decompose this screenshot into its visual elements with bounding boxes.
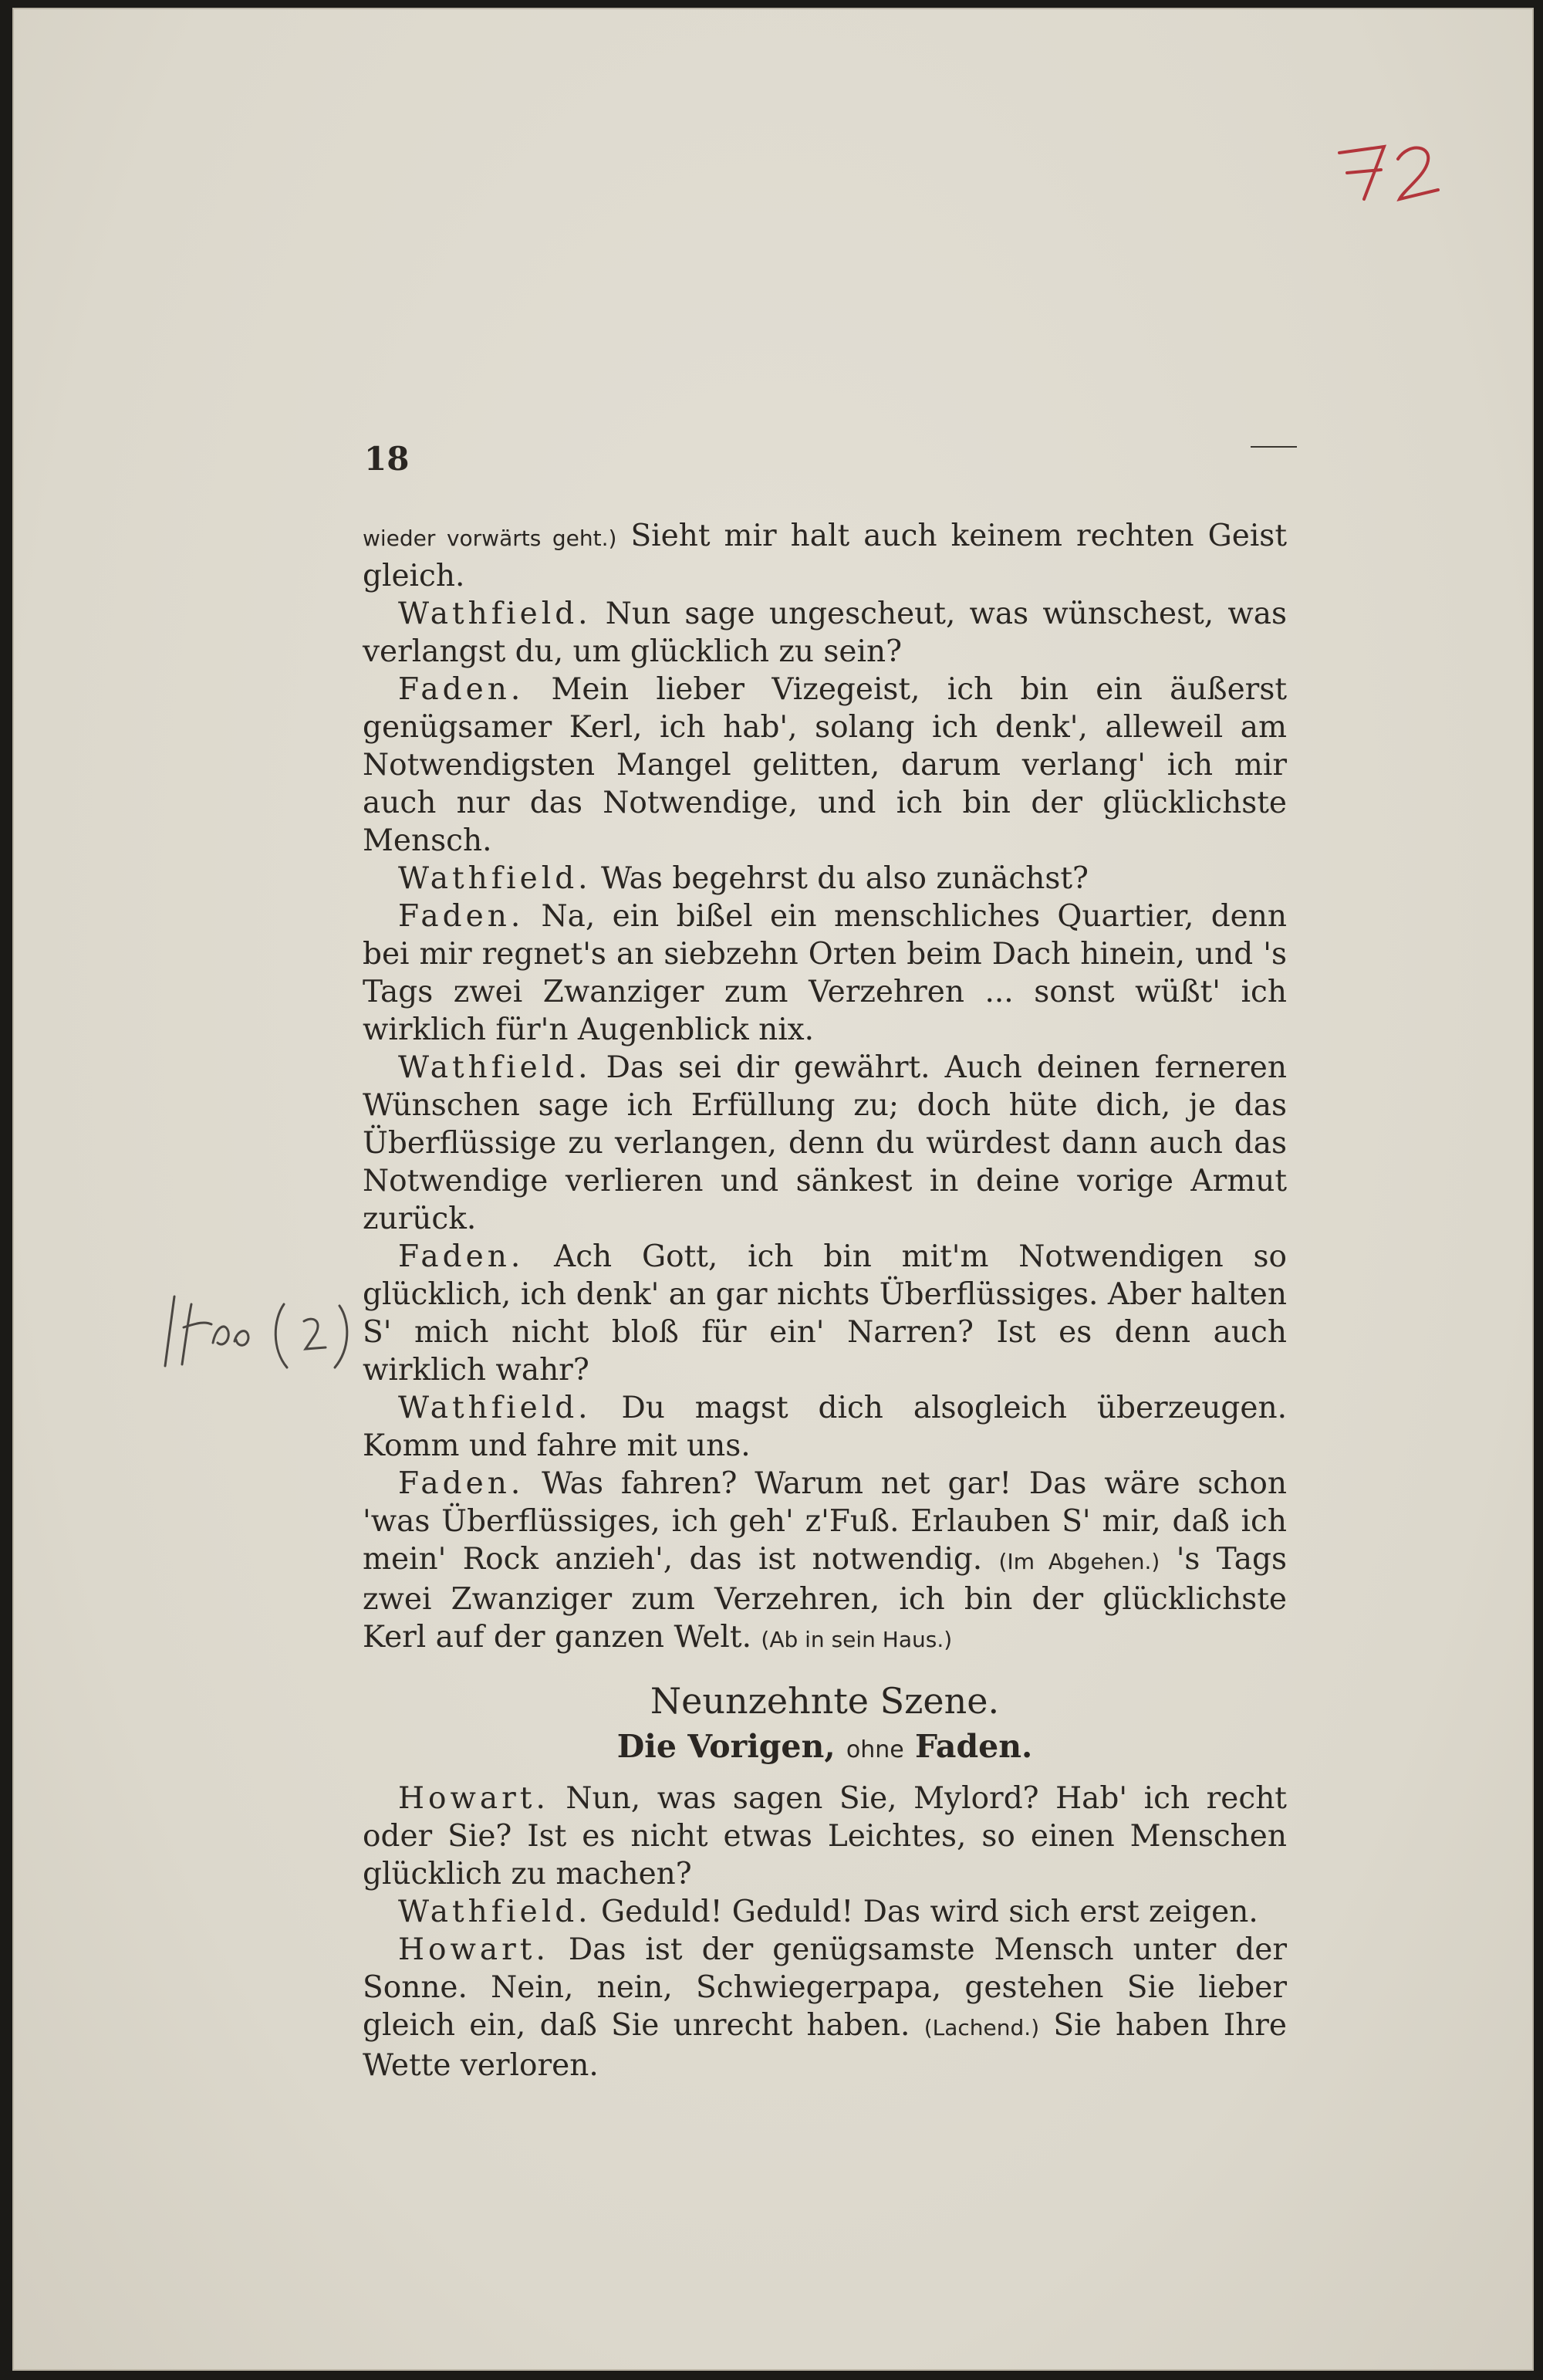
paragraph-12: [363, 1931, 1287, 2084]
cast-ohne: ohne: [846, 1736, 904, 1763]
paragraph-6: [363, 1049, 1287, 1238]
margin-note-handwritten: [151, 1273, 383, 1428]
paragraph-text: Was begehrst du also zunächst?: [600, 861, 1089, 896]
paragraph-text: Geduld! Geduld! Das wird sich erst zeigen.: [600, 1895, 1258, 1929]
paragraph-4: [363, 860, 1287, 898]
speaker-name: Wathfield.: [398, 597, 592, 631]
speaker-name: Faden.: [398, 1239, 525, 1274]
folio-number-handwritten: [1324, 123, 1455, 208]
paragraph-text: Nun sage ungescheut, was wünschest, was verlangst du, um glücklich zu sein?: [363, 597, 1287, 669]
speaker-name: Faden.: [398, 1466, 525, 1501]
paragraph-text: 's Tags zwei Zwanziger zum Verzehren, ich bin der glücklichste Kerl auf der ganzen Welt.: [363, 1542, 1287, 1655]
speaker-name: Faden.: [398, 672, 525, 707]
speaker-name: Howart.: [398, 1781, 549, 1816]
document-page: [12, 8, 1534, 2371]
paragraph-5: [363, 898, 1287, 1049]
paragraph-10: [363, 1780, 1287, 1893]
paragraph-text: Sieht mir halt auch keinem rechten Geist gleich.: [363, 519, 1287, 593]
speaker-name: Wathfield.: [398, 861, 592, 896]
speaker-name: Wathfield.: [398, 1391, 592, 1425]
paragraph-text: Das sei dir gewährt. Auch deinen ferneren Wünschen sage ich Erfüllung zu; doch hüte dich, je das Überflüssige zu verlangen, denn du würdest dann auch das Notwendige verlieren und sänkest in deine vorige Armut zurück.: [363, 1050, 1287, 1236]
paragraph-text: Sie haben Ihre Wette verloren.: [363, 2008, 1287, 2083]
speaker-name: Faden.: [398, 899, 525, 934]
scene-cast: [363, 1728, 1287, 1769]
paragraph-text: Was fahren? Warum net gar! Das wäre schon 'was Überflüssiges, ich geh' z'Fuß. Erlauben S' mir, daß ich mein' Rock anzieh', das ist notwendig.: [363, 1466, 1287, 1577]
paragraph-9: [363, 1465, 1287, 1658]
cast-present: Die Vorigen,: [616, 1728, 836, 1765]
speaker-name: Wathfield.: [398, 1050, 592, 1085]
speaker-name: Wathfield.: [398, 1895, 592, 1929]
paragraph-text: Ach Gott, ich bin mit'm Notwendigen so glücklich, ich denk' an gar nichts Überflüssiges. Aber halten S' mich nicht bloß für ein' Narren? Ist es denn auch wirklich wahr?: [363, 1239, 1288, 1388]
paragraph-text: Du magst dich alsogleich überzeugen. Komm und fahre mit uns.: [363, 1391, 1287, 1463]
paragraph-11: [363, 1893, 1287, 1931]
top-right-dash: [1251, 446, 1297, 448]
page-number: 18: [364, 440, 410, 478]
paragraph-1: [363, 517, 1287, 595]
paragraph-2: [363, 595, 1287, 671]
scene-heading: Neunzehnte Szene.: [650, 1680, 1000, 1722]
cast-absent: Faden.: [915, 1728, 1033, 1765]
paragraph-8: [363, 1389, 1287, 1465]
play-text: [363, 517, 1287, 2084]
paragraph-3: [363, 671, 1287, 860]
paragraph-7: [363, 1238, 1287, 1389]
paragraph-text: Nun, was sagen Sie, Mylord? Hab' ich recht oder Sie? Ist es nicht etwas Leichtes, so einen Menschen glücklich zu machen?: [363, 1781, 1287, 1891]
stage-direction: (Lachend.): [923, 2015, 1040, 2040]
speaker-name: Howart.: [398, 1932, 549, 1967]
paragraph-text: Mein lieber Vizegeist, ich bin ein äußerst genügsamer Kerl, ich hab', solang ich denk', alleweil am Notwendigsten Mangel gelitten, darum verlang' ich mir auch nur das Notwendige, und ich bin der glücklichste Mensch.: [363, 672, 1288, 858]
paragraph-text: Das ist der genügsamste Mensch unter der Sonne. Nein, nein, Schwiegerpapa, gestehen Sie lieber gleich ein, daß Sie unrecht haben.: [363, 1932, 1287, 2043]
paragraph-text: Na, ein bißel ein menschliches Quartier, denn bei mir regnet's an siebzehn Orten beim Dach hinein, und 's Tags zwei Zwanziger zum Verzehren ... sonst wüßt' ich wirklich für'n Augenblick nix.: [363, 899, 1287, 1047]
stage-direction: wieder vorwärts geht.): [363, 526, 617, 551]
stage-direction: (Ab in sein Haus.): [761, 1627, 953, 1652]
stage-direction: (Im Abgehen.): [998, 1549, 1160, 1574]
